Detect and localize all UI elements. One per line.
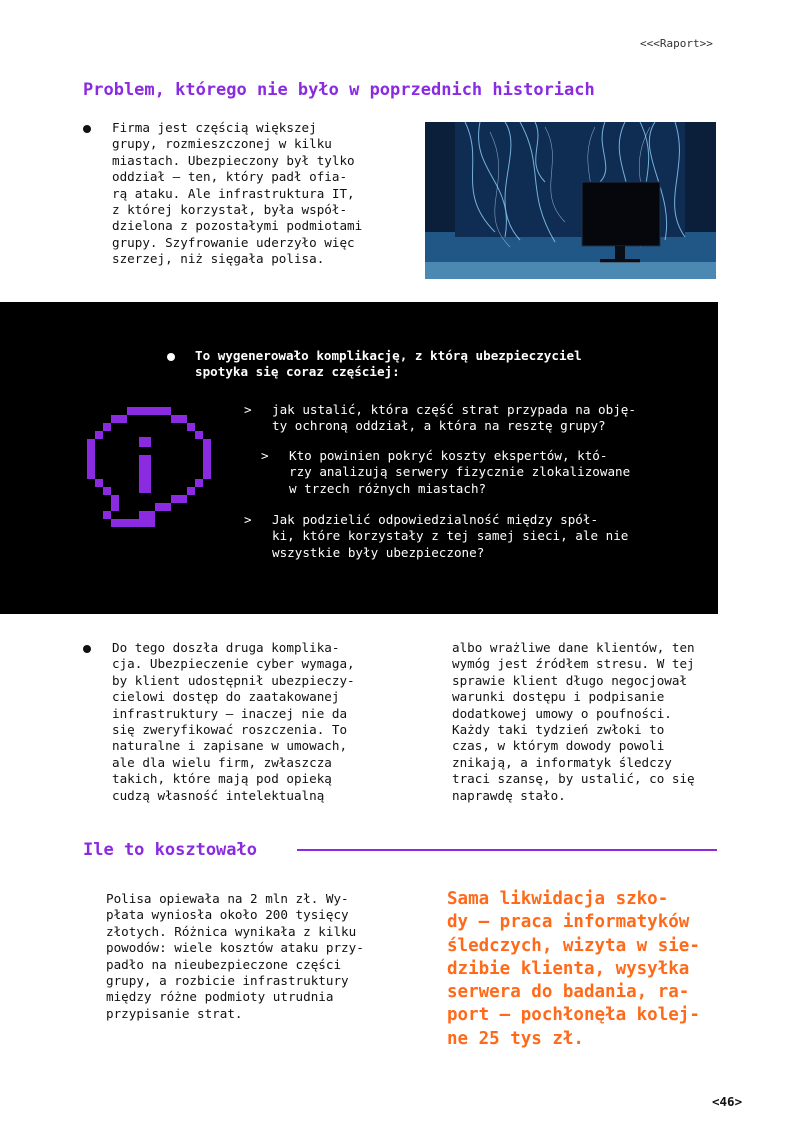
bullet-dot [83,645,91,653]
body-column-right: albo wrażliwe dane klientów, ten wymóg jest źródłem stresu. W tej sprawie klient długo negocjował warunki dostępu i podpisanie dodatkowej umowy o poufności. Każdy taki tydzień zwłoki to czas, w którym dowody powoli znikają, a informatyk śledczy traci szansę, by ustalić, co się naprawdę stało. [452,640,695,803]
cost-paragraph: Polisa opiewała na 2 mln zł. Wy- płata wyniosła około 200 tysięcy złotych. Różnica wynikała z kilku powodów: wiele kosztów ataku przy- padło na nieubezpieczone części grupy, a rozbicie infrastruktury między różne podmioty utrudnia przypisanie strat. [106,891,364,1021]
callout-item [244,512,629,561]
callout-item-text: jak ustalić, która część strat przypada na obję- ty ochroną oddział, a która na resztę grupy? [272,402,636,434]
callout-item [244,402,636,435]
body-column-left: Do tego doszła druga komplika- cja. Ubezpieczenie cyber wymaga, by klient udostępnił ubezpieczy- cielowi dostęp do zaatakowanej infrastruktury — inaczej nie da się zweryfikować roszczenia. To naturalne i zapisane w umowach, ale dla wielu firm, zwłaszcza takich, które mają pod opieką cudzą własność intelektualną [112,640,355,803]
section-title-problem: Problem, którego nie było w poprzednich historiach [83,80,595,100]
callout-item [261,448,631,497]
report-tag: <<<Raport>> [640,37,713,50]
callout-bullet-dot [167,353,175,361]
arrow-marker: > [244,512,252,527]
callout-box [0,302,718,614]
arrow-marker: > [261,448,269,463]
page-number: <46> [712,1094,743,1109]
server-room-photo [425,122,716,279]
callout-item-text: Kto powinien pokryć koszty ekspertów, któ- rzy analizują serwery fizycznie zlokalizowane w trzech różnych miastach? [289,448,631,496]
section-divider [297,849,717,851]
info-speech-bubble-icon [83,407,215,539]
arrow-marker: > [244,402,252,417]
callout-lead: To wygenerowało komplikację, z którą ubezpieczyciel spotyka się coraz częściej: [195,348,582,380]
bullet-dot [83,125,91,133]
server-cables-illustration [425,122,716,279]
section-title-cost: Ile to kosztowało [83,840,257,860]
pull-quote: Sama likwidacja szko- dy — praca informatyków śledczych, wizyta w sie- dzibie klienta, wysyłka serwera do badania, ra- port — pochłonęła kolej- ne 25 tys zł. [447,889,700,1049]
intro-paragraph: Firma jest częścią większej grupy, rozmieszczonej w kilku miastach. Ubezpieczony był tylko oddział — ten, który padł ofia- rą ataku. Ale infrastruktura IT, z której korzystał, była współ- dzielona z pozostałymi podmiotami grupy. Szyfrowanie uderzyło więc szerzej, niż sięgała polisa. [112,120,363,267]
callout-item-text: Jak podzielić odpowiedzialność między spół- ki, które korzystały z tej samej sieci, ale nie wszystkie były ubezpieczone? [272,512,629,560]
